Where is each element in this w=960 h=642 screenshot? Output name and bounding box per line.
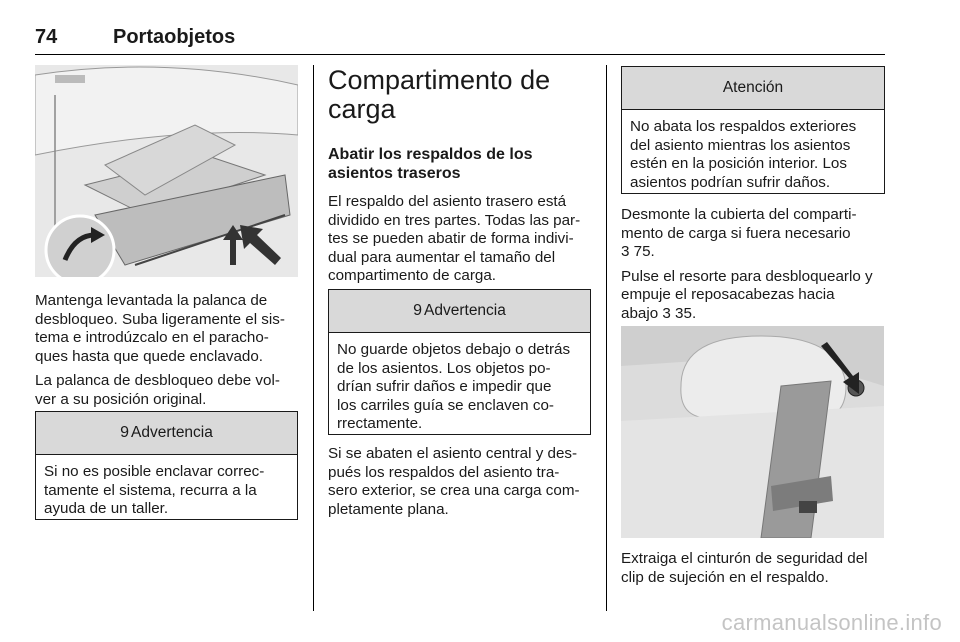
warning-triangle-icon: 9 xyxy=(413,302,423,319)
warning-box xyxy=(35,411,298,520)
section-heading: Compartimento de carga xyxy=(328,65,551,124)
attention-heading: Atención xyxy=(622,67,884,110)
attention-text: No abata los respaldos exteriores del asiento mientras los asientos estén en la posición interior. Los asientos podrían sufrir daños. xyxy=(630,118,857,191)
attention-box xyxy=(621,66,885,194)
watermark: carmanualsonline.info xyxy=(721,610,942,635)
subsection-heading: Abatir los respaldos de los asientos traseros xyxy=(328,146,533,182)
rear-seat-headrest-illustration xyxy=(621,326,884,538)
warning-text: Si no es posible enclavar correc- tamente el sistema, recurra a la ayuda de un taller. xyxy=(44,463,265,517)
paragraph: Si se abaten el asiento central y des- pués los respaldos del asiento tra- sero exterior, se crea una carga com- pletamente plana. xyxy=(328,445,580,518)
warning-heading: 9 Advertencia xyxy=(329,290,590,333)
paragraph: Mantenga levantada la palanca de desbloqueo. Suba ligeramente el sis- tema e introdúzcalo en el paracho- ques hasta que quede enclavado. xyxy=(35,292,285,365)
warning-triangle-icon: 9 xyxy=(120,424,130,441)
page-header xyxy=(35,22,885,55)
column-divider xyxy=(606,65,607,611)
column-1 xyxy=(35,292,305,409)
column-2-lower xyxy=(328,445,600,519)
paragraph: Extraiga el cinturón de seguridad del clip de sujeción en el respaldo. xyxy=(621,550,868,586)
warning-heading: 9 Advertencia xyxy=(36,412,297,455)
warning-text: No guarde objetos debajo o detrás de los asientos. Los objetos po- drían sufrir daños e impedir que los carriles guía se enclaven co- rrectamente. xyxy=(337,341,571,432)
paragraph: El respaldo del asiento trasero está dividido en tres partes. Todas las par- tes se pueden abatir de forma indivi- dual para aumentar el tamaño del compartimento de carga. xyxy=(328,193,581,284)
warning-box xyxy=(328,289,591,435)
column-3-lower xyxy=(621,550,891,587)
towbar-illustration xyxy=(35,65,298,277)
column-3 xyxy=(621,206,891,323)
page-reference-icon: 3 75. xyxy=(621,243,655,260)
column-2 xyxy=(328,193,600,286)
paragraph: Pulse el resorte para desbloquearlo y empuje el reposacabezas hacia abajo 3 35. xyxy=(621,267,873,322)
paragraph: La palanca de desbloqueo debe vol- ver a su posición original. xyxy=(35,372,280,408)
page-reference-icon: abajo 3 35. xyxy=(621,304,697,322)
section-title: Portaobjetos xyxy=(113,26,236,48)
column-divider xyxy=(313,65,314,611)
page-number: 74 xyxy=(35,26,58,48)
paragraph: Desmonte la cubierta del comparti- mento de carga si fuera necesario 3 75. xyxy=(621,206,857,260)
